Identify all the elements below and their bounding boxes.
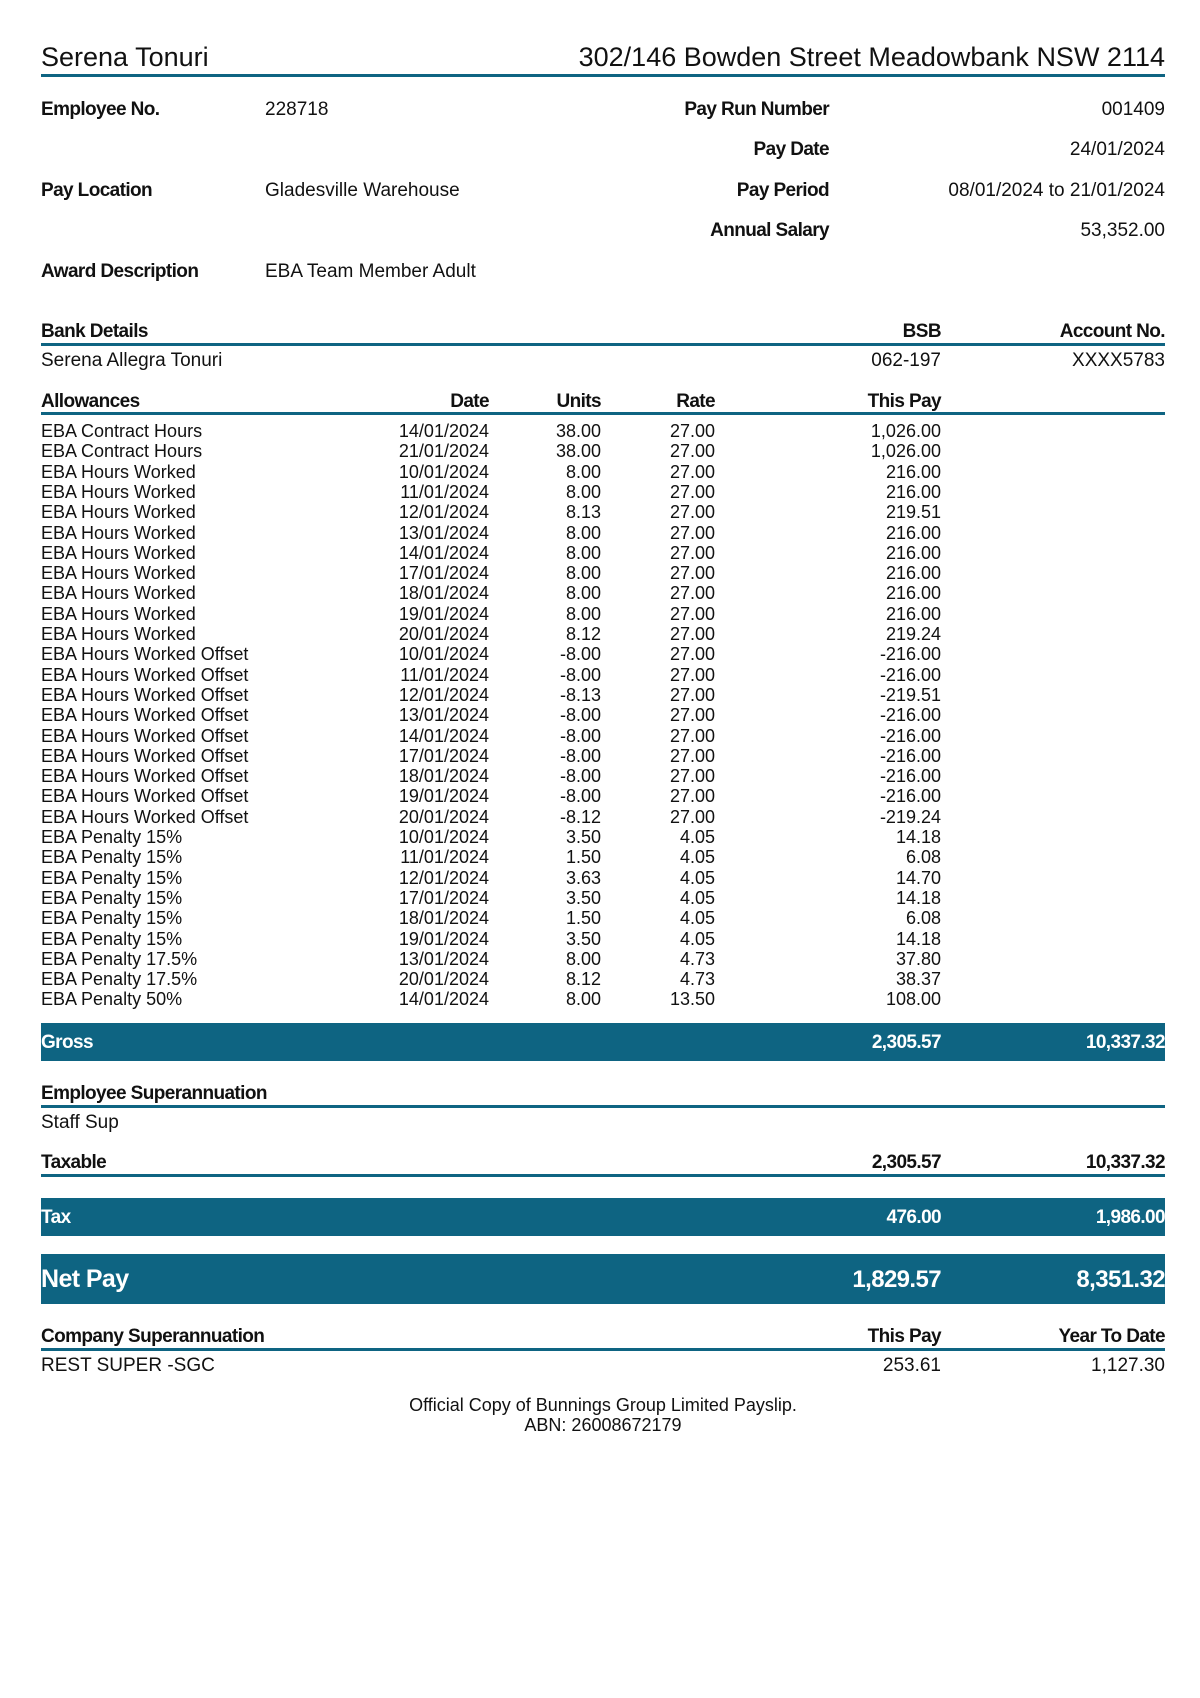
cell-this-pay: 216.00 [885,522,941,543]
gross-band [41,1023,1165,1061]
cell-this-pay: 216.00 [885,563,941,584]
cell-rate: 13.50 [669,989,715,1010]
table-row [41,908,1165,928]
cell-date: 17/01/2024 [398,887,489,908]
cell-description: EBA Hours Worked Offset [41,664,249,685]
account-no-label: Account No. [1059,321,1165,342]
pay-run-label: Pay Run Number [684,99,829,120]
cell-units: 1.50 [565,908,601,929]
cell-this-pay: 216.00 [885,583,941,604]
cell-rate: 27.00 [669,421,715,441]
award-value: EBA Team Member Adult [265,261,476,282]
table-row [41,705,1165,725]
cell-description: EBA Penalty 15% [41,908,183,929]
taxable-this-pay: 2,305.57 [871,1152,941,1173]
cell-units: 3.63 [565,867,601,888]
table-row [41,583,1165,603]
cell-units: 38.00 [555,421,601,441]
cell-units: 1.50 [565,847,601,868]
cell-this-pay: 6.08 [905,847,941,868]
cell-rate: 27.00 [669,644,715,665]
table-row [41,421,1165,441]
company-super-rule [41,1348,1165,1351]
cell-date: 10/01/2024 [398,461,489,482]
cell-description: EBA Hours Worked [41,461,196,482]
employee-no-label: Employee No. [41,99,160,120]
company-super-name: REST SUPER -SGC [41,1355,215,1376]
cell-description: EBA Hours Worked Offset [41,684,249,705]
col-this-pay-header: This Pay [867,391,941,412]
col-units-header: Units [556,391,601,412]
cell-rate: 4.05 [679,867,715,888]
cell-this-pay: 14.18 [895,827,941,847]
cell-rate: 4.05 [679,908,715,929]
cell-rate: 27.00 [669,603,715,624]
taxable-rule [41,1174,1165,1177]
cell-description: EBA Penalty 15% [41,847,183,868]
cell-date: 21/01/2024 [398,441,489,462]
cell-units: 3.50 [565,827,601,847]
cell-this-pay: 216.00 [885,461,941,482]
cell-description: EBA Hours Worked [41,624,196,644]
cell-this-pay: -219.24 [879,806,941,827]
cell-this-pay: 216.00 [885,542,941,563]
cell-units: -8.13 [559,684,601,705]
cell-units: -8.12 [559,806,601,827]
pay-date-value: 24/01/2024 [1069,139,1165,160]
allowances-rule [41,412,1165,415]
employee-super-title: Employee Superannuation [41,1083,267,1104]
cell-description: EBA Hours Worked Offset [41,705,249,726]
tax-this-pay: 476.00 [886,1207,941,1228]
employee-address: 302/146 Bowden Street Meadowbank NSW 2114 [578,42,1165,72]
cell-description: EBA Hours Worked [41,522,196,543]
gross-this-pay: 2,305.57 [871,1032,941,1053]
table-row [41,868,1165,888]
col-date-header: Date [450,391,489,412]
tax-band [41,1198,1165,1236]
table-row [41,949,1165,969]
employee-name: Serena Tonuri [41,42,209,72]
cell-rate: 4.05 [679,887,715,908]
cell-date: 18/01/2024 [398,908,489,929]
table-row [41,827,1165,847]
cell-units: 8.00 [565,989,601,1010]
cell-this-pay: 216.00 [885,603,941,624]
table-row [41,502,1165,522]
header-rule [41,74,1165,77]
cell-this-pay: -216.00 [879,644,941,665]
cell-rate: 27.00 [669,563,715,584]
table-row [41,726,1165,746]
cell-this-pay: -216.00 [879,766,941,787]
cell-this-pay: 14.18 [895,928,941,949]
annual-salary-value: 53,352.00 [1080,220,1165,241]
cell-description: EBA Penalty 15% [41,928,183,949]
table-row [41,604,1165,624]
cell-date: 12/01/2024 [398,684,489,705]
cell-rate: 4.05 [679,847,715,868]
tax-ytd: 1,986.00 [1095,1207,1165,1228]
cell-description: EBA Penalty 15% [41,827,183,847]
cell-units: -8.00 [559,766,601,787]
cell-rate: 27.00 [669,786,715,807]
cell-units: -8.00 [559,664,601,685]
cell-description: EBA Hours Worked [41,563,196,584]
company-super-ytd-label: Year To Date [1058,1326,1165,1347]
pay-date-label: Pay Date [753,139,829,160]
account-no-value: XXXX5783 [1072,350,1165,371]
cell-units: 3.50 [565,887,601,908]
cell-date: 20/01/2024 [398,969,489,990]
table-row [41,847,1165,867]
cell-this-pay: -216.00 [879,664,941,685]
annual-salary-label: Annual Salary [710,220,829,241]
table-row [41,888,1165,908]
table-row [41,685,1165,705]
table-row [41,482,1165,502]
cell-description: EBA Hours Worked Offset [41,786,249,807]
cell-description: EBA Penalty 17.5% [41,948,198,969]
cell-this-pay: 14.18 [895,887,941,908]
cell-rate: 27.00 [669,806,715,827]
pay-run-value: 001409 [1101,99,1165,120]
pay-period-label: Pay Period [736,180,829,201]
cell-rate: 27.00 [669,705,715,726]
table-row [41,746,1165,766]
employee-no-value: 228718 [265,99,329,120]
cell-this-pay: -216.00 [879,786,941,807]
cell-units: 38.00 [555,441,601,462]
cell-date: 14/01/2024 [398,725,489,746]
cell-description: EBA Hours Worked [41,502,196,523]
cell-date: 20/01/2024 [398,806,489,827]
cell-date: 14/01/2024 [398,421,489,441]
cell-date: 13/01/2024 [398,948,489,969]
cell-description: EBA Hours Worked [41,542,196,563]
table-row [41,523,1165,543]
cell-description: EBA Contract Hours [41,421,203,441]
cell-rate: 27.00 [669,502,715,523]
allowances-title: Allowances [41,391,140,412]
cell-this-pay: 219.24 [885,624,941,644]
cell-description: EBA Contract Hours [41,441,203,462]
cell-this-pay: -216.00 [879,745,941,766]
table-row [41,766,1165,786]
cell-units: 8.00 [565,948,601,969]
cell-units: 8.00 [565,542,601,563]
cell-units: -8.00 [559,745,601,766]
cell-date: 11/01/2024 [400,664,489,685]
cell-rate: 27.00 [669,684,715,705]
cell-this-pay: 1,026.00 [870,441,941,462]
cell-rate: 27.00 [669,664,715,685]
cell-date: 13/01/2024 [398,522,489,543]
cell-this-pay: 14.70 [895,867,941,888]
bsb-label: BSB [902,321,941,342]
cell-date: 14/01/2024 [398,542,489,563]
cell-date: 12/01/2024 [398,502,489,523]
company-super-this-pay: 253.61 [882,1355,941,1376]
table-row [41,989,1165,1009]
cell-rate: 27.00 [669,725,715,746]
table-row [41,543,1165,563]
taxable-ytd: 10,337.32 [1085,1152,1165,1173]
cell-description: EBA Hours Worked Offset [41,745,249,766]
cell-rate: 27.00 [669,522,715,543]
cell-this-pay: 216.00 [885,481,941,502]
cell-date: 10/01/2024 [398,827,489,847]
cell-description: EBA Hours Worked Offset [41,644,249,665]
cell-this-pay: 37.80 [895,948,941,969]
cell-description: EBA Penalty 17.5% [41,969,198,990]
cell-date: 19/01/2024 [398,928,489,949]
cell-description: EBA Hours Worked [41,583,196,604]
cell-date: 19/01/2024 [398,786,489,807]
footer-official-copy: Official Copy of Bunnings Group Limited Payslip. [409,1395,797,1415]
company-super-ytd: 1,127.30 [1091,1355,1165,1376]
gross-label: Gross [41,1032,93,1053]
net-pay-label: Net Pay [41,1265,129,1293]
cell-rate: 4.05 [679,928,715,949]
cell-rate: 27.00 [669,583,715,604]
cell-rate: 27.00 [669,766,715,787]
employee-super-rule [41,1105,1165,1108]
cell-this-pay: 38.37 [895,969,941,990]
table-row [41,807,1165,827]
cell-rate: 27.00 [669,481,715,502]
net-pay-band [41,1254,1165,1304]
cell-this-pay: -216.00 [879,725,941,746]
cell-rate: 4.73 [679,969,715,990]
cell-rate: 4.05 [679,827,715,847]
bsb-value: 062-197 [871,350,941,371]
cell-rate: 27.00 [669,461,715,482]
cell-date: 20/01/2024 [398,624,489,644]
cell-description: EBA Hours Worked [41,481,196,502]
cell-this-pay: 1,026.00 [870,421,941,441]
cell-units: 8.00 [565,563,601,584]
cell-units: -8.00 [559,705,601,726]
cell-description: EBA Penalty 15% [41,867,183,888]
cell-rate: 27.00 [669,745,715,766]
net-pay-this-pay: 1,829.57 [852,1266,941,1293]
cell-this-pay: 108.00 [885,989,941,1010]
tax-label: Tax [41,1207,71,1228]
table-row [41,665,1165,685]
cell-units: 8.13 [565,502,601,523]
cell-rate: 27.00 [669,624,715,644]
table-row [41,969,1165,989]
pay-location-label: Pay Location [41,180,153,201]
cell-date: 10/01/2024 [398,644,489,665]
table-row [41,441,1165,461]
cell-description: EBA Hours Worked Offset [41,766,249,787]
cell-description: EBA Penalty 50% [41,989,183,1010]
bank-rule [41,343,1165,346]
cell-units: -8.00 [559,786,601,807]
cell-description: EBA Penalty 15% [41,887,183,908]
table-row [41,563,1165,583]
cell-rate: 27.00 [669,441,715,462]
table-row [41,624,1165,644]
account-name: Serena Allegra Tonuri [41,350,223,371]
cell-units: 8.00 [565,603,601,624]
company-super-this-pay-label: This Pay [867,1326,941,1347]
footer-abn: ABN: 26008672179 [524,1415,682,1435]
table-row [41,644,1165,664]
cell-this-pay: -216.00 [879,705,941,726]
cell-units: 8.00 [565,522,601,543]
taxable-label: Taxable [41,1152,107,1173]
cell-this-pay: 219.51 [885,502,941,523]
cell-this-pay: -219.51 [879,684,941,705]
cell-date: 18/01/2024 [398,583,489,604]
cell-date: 17/01/2024 [398,745,489,766]
gross-ytd: 10,337.32 [1085,1032,1165,1053]
employee-super-item: Staff Sup [41,1112,119,1133]
cell-description: EBA Hours Worked Offset [41,806,249,827]
cell-rate: 27.00 [669,542,715,563]
cell-units: 8.00 [565,481,601,502]
table-row [41,786,1165,806]
award-label: Award Description [41,261,199,282]
cell-date: 12/01/2024 [398,867,489,888]
bank-details-title: Bank Details [41,321,148,342]
cell-description: EBA Hours Worked [41,603,196,624]
pay-location-value: Gladesville Warehouse [265,180,460,201]
cell-date: 13/01/2024 [398,705,489,726]
table-row [41,929,1165,949]
cell-units: 3.50 [565,928,601,949]
cell-units: -8.00 [559,725,601,746]
col-rate-header: Rate [676,391,715,412]
cell-units: 8.00 [565,583,601,604]
cell-units: -8.00 [559,644,601,665]
cell-units: 8.12 [565,624,601,644]
pay-period-value: 08/01/2024 to 21/01/2024 [948,180,1165,201]
net-pay-ytd: 8,351.32 [1076,1266,1165,1293]
cell-units: 8.00 [565,461,601,482]
cell-date: 11/01/2024 [400,481,489,502]
cell-this-pay: 6.08 [905,908,941,929]
cell-date: 17/01/2024 [398,563,489,584]
cell-date: 18/01/2024 [398,766,489,787]
cell-date: 11/01/2024 [400,847,489,868]
cell-units: 8.12 [565,969,601,990]
company-super-title: Company Superannuation [41,1326,265,1347]
cell-rate: 4.73 [679,948,715,969]
cell-description: EBA Hours Worked Offset [41,725,249,746]
cell-date: 14/01/2024 [398,989,489,1010]
cell-date: 19/01/2024 [398,603,489,624]
table-row [41,462,1165,482]
